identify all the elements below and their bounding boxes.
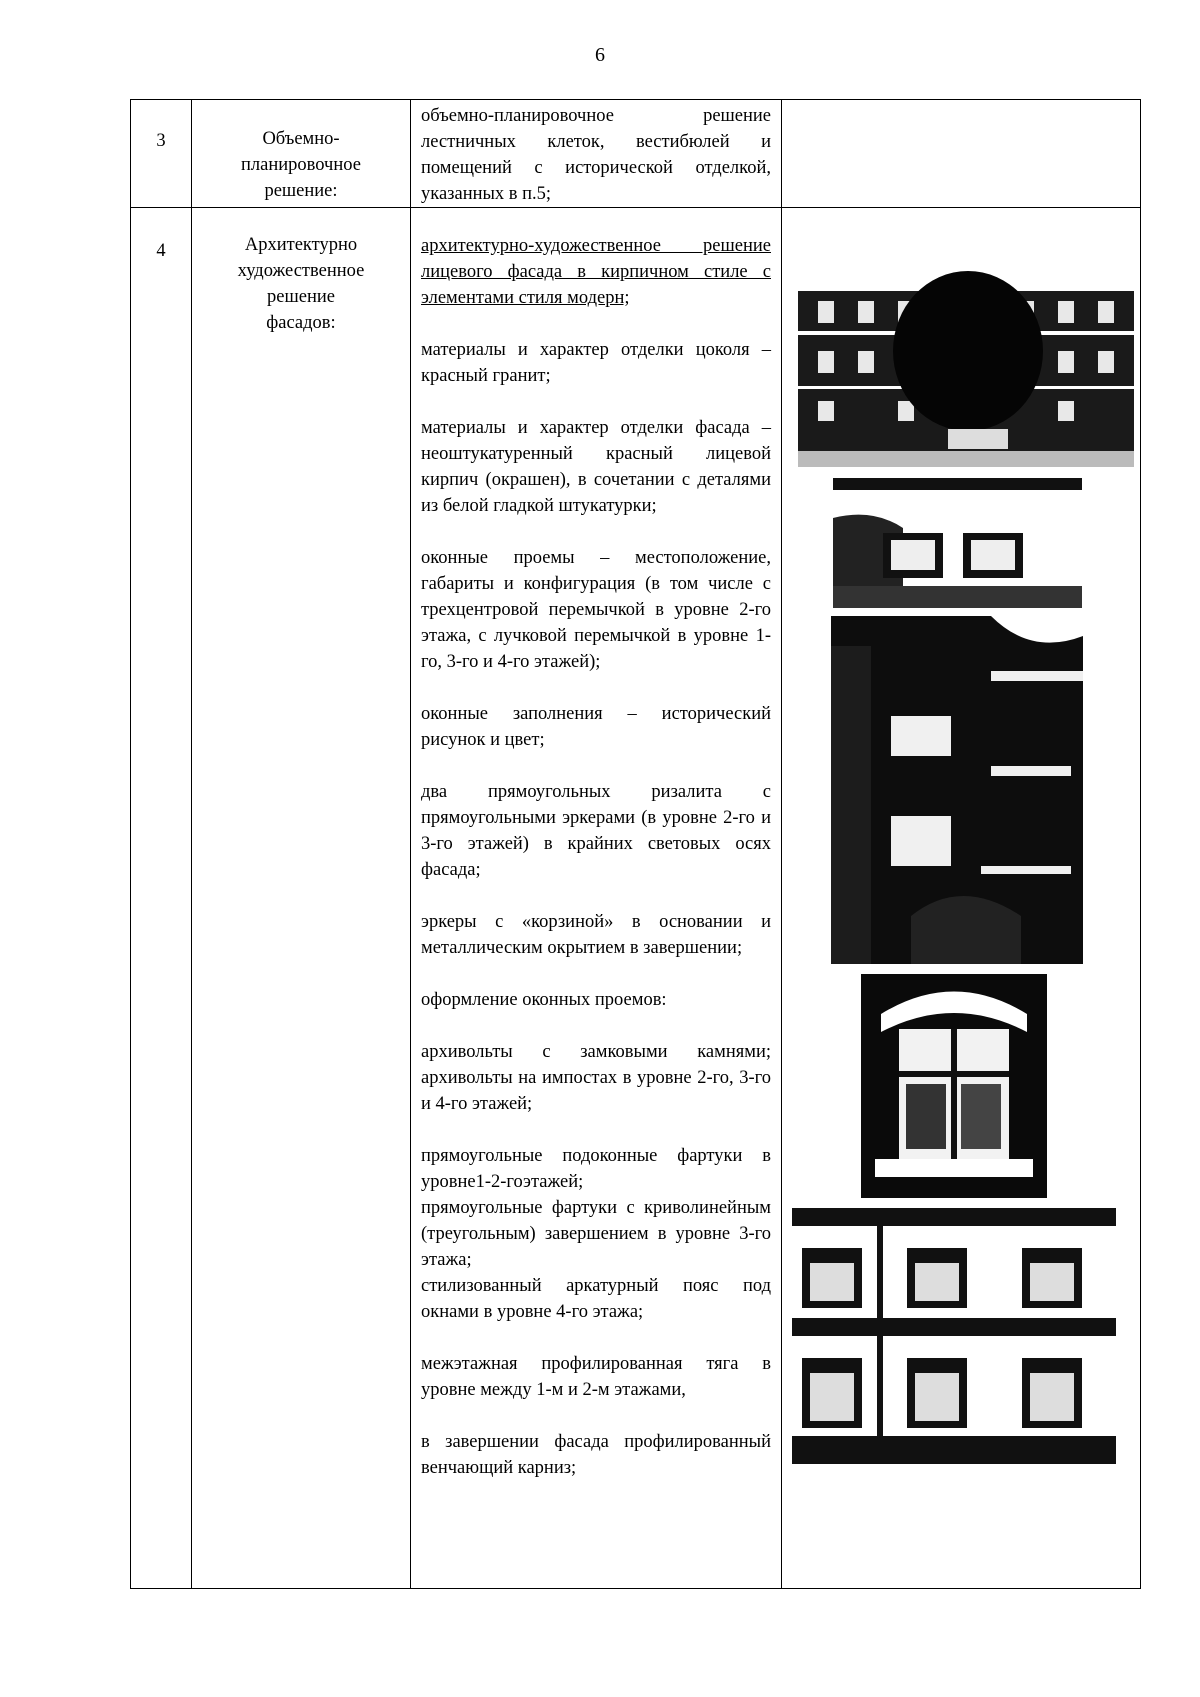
facade-overview-photo [798, 261, 1134, 467]
row-number: 3 [156, 131, 166, 151]
description-paragraph: материалы и характер отделки фасада – неоштукатуренный красный лицевой кирпич (окрашен), в сочетании с деталями из белой гладкой штукатурки; [421, 418, 771, 516]
underlined-heading-paragraph: архитектурно-художественное решение лицевого фасада в кирпичном стиле с элементами стиля модерн; [421, 236, 771, 308]
description-paragraph: в завершении фасада профилированный венчающий карниз; [421, 1432, 771, 1478]
row-name-cell [192, 100, 411, 208]
row-photo-cell [782, 100, 1141, 208]
description-paragraph: стилизованный аркатурный пояс под окнами в уровне 4-го этажа; [421, 1276, 771, 1322]
description-paragraph: эркеры с «корзиной» в основании и металлическим окрытием в завершении; [421, 912, 771, 958]
description-paragraph: два прямоугольных ризалита с прямоугольными эркерами (в уровне 2-го и 3-го этажей) в крайних световых осях фасада; [421, 782, 771, 880]
description-paragraph: оконные заполнения – исторический рисунок и цвет; [421, 704, 771, 750]
description-paragraph: прямоугольные подоконные фартуки в уровне1-2-гоэтажей; [421, 1146, 771, 1192]
row-number: 4 [156, 241, 166, 261]
page-number: 6 [595, 44, 605, 66]
bay-window-photo [831, 616, 1083, 964]
monument-subject-table [130, 99, 1141, 1589]
row-description-cell [411, 208, 782, 1589]
description-paragraph: прямоугольные фартуки с криволинейным (треугольным) завершением в уровне 3-го этажа; [421, 1198, 771, 1270]
table-row-4 [131, 208, 1141, 1589]
ground-floor-windows-photo [833, 478, 1082, 608]
row-name: Архитектурно художественное решение фасадов: [237, 235, 365, 333]
description-paragraph: оконные проемы – местоположение, габариты и конфигурация (в том числе с трехцентровой перемычкой в уровне 2-го этажа, с лучковой перемычкой в уровне 1-го, 3-го и 4-го этажей); [421, 548, 771, 672]
upper-floors-photo [792, 1208, 1116, 1464]
row-number-cell [131, 208, 192, 1589]
description-paragraph: оформление оконных проемов: [421, 990, 667, 1010]
description-paragraph: материалы и характер отделки цоколя – красный гранит; [421, 340, 771, 386]
row-name: Объемно- планировочное решение: [241, 129, 361, 201]
description-paragraph: межэтажная профилированная тяга в уровне между 1-м и 2-м этажами, [421, 1354, 771, 1400]
description-paragraph: архивольты с замковыми камнями; архивольты на импостах в уровне 2-го, 3-го и 4-го этажей; [421, 1042, 771, 1114]
photo-column [782, 208, 1140, 1588]
table-row-3 [131, 100, 1141, 208]
row-name-cell [192, 208, 411, 1589]
description-paragraph: объемно-планировочное решение лестничных клеток, вестибюлей и помещений с исторической отделкой, указанных в п.5; [421, 106, 771, 204]
arched-window-photo [861, 974, 1047, 1198]
row-photo-cell [782, 208, 1141, 1589]
row-description-cell [411, 100, 782, 208]
row-number-cell [131, 100, 192, 208]
